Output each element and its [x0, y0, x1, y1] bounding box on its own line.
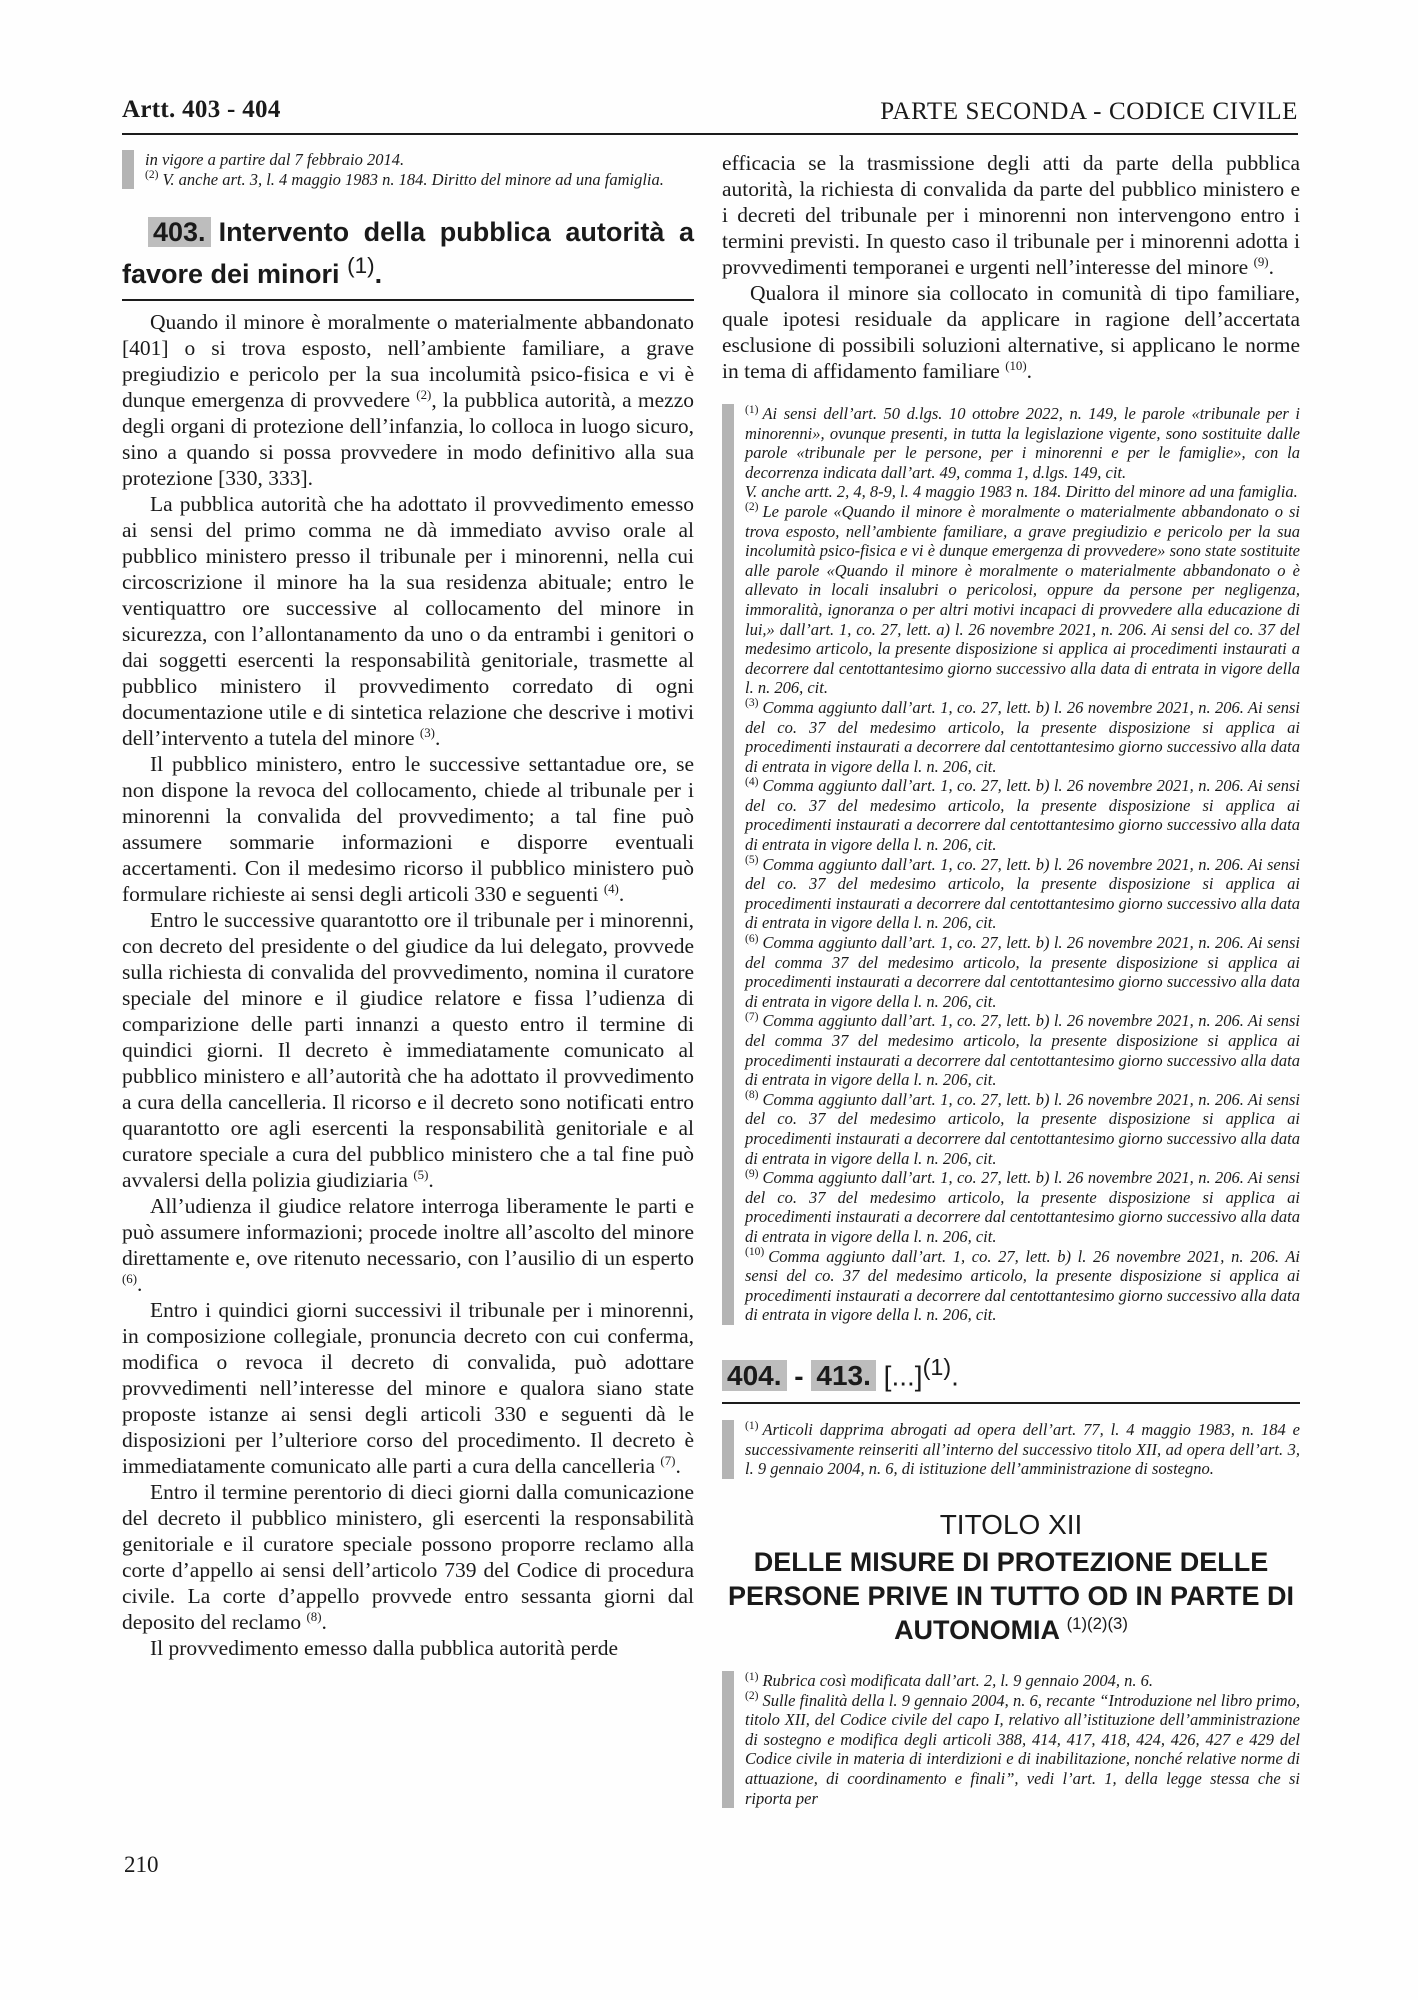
article-403-body-continuation — [722, 150, 1300, 384]
footnote-text: Comma aggiunto dall’art. 1, co. 27, lett. b) l. 26 novembre 2021, n. 206. Ai sensi del comma 37 del medesimo articolo, la presente disposizione si applica ai procedimenti instaurati a decorrere dal centottantesimo giorno successivo alla data di entrata in vigore della l. n. 206, cit. — [745, 1011, 1300, 1090]
footnote-continuation: V. anche artt. 2, 4, 8-9, l. 4 maggio 1983 n. 184. Diritto del minore ad una famiglia. — [745, 482, 1298, 502]
footnote-number: (6) — [745, 932, 759, 945]
article-404-footnotes — [722, 1420, 1300, 1479]
footnote-number: (2) — [145, 169, 159, 182]
left-column — [122, 150, 694, 1661]
footnote-text: Comma aggiunto dall’art. 1, co. 27, lett. b) l. 26 novembre 2021, n. 206. Ai sensi del co. 37 del medesimo articolo, la presente disposizione si applica ai procedimenti instaurati a decorrere dal centottantesimo giorno successivo alla data di entrata in vigore della l. n. 206, cit. — [745, 776, 1300, 855]
footnote-number: (5) — [745, 854, 759, 867]
note-line — [145, 150, 694, 170]
footnote-number: (3) — [745, 697, 759, 710]
footnote-bar — [722, 1420, 734, 1479]
titolo-xii-title — [722, 1545, 1300, 1647]
footnote-text: Comma aggiunto dall’art. 1, co. 27, lett. b) l. 26 novembre 2021, n. 206. Ai sensi del comma 37 del medesimo articolo, la presente disposizione si applica ai procedimenti instaurati a decorrere dal centottantesimo giorno successivo alla data di entrata in vigore della l. n. 206, cit. — [745, 933, 1300, 1011]
footnote-list — [734, 1671, 1300, 1808]
footnote — [745, 1090, 1300, 1168]
article-403-number: 403. — [148, 217, 211, 247]
footnote-number: (1) — [745, 403, 759, 416]
paragraph: Il pubblico ministero, entro le successive settantadue ore, se non dispone la revoca del collocamento, chiede al tribunale per i minorenni la convalida del provvedimento; a tal fine può assumere sommarie informazioni e disporre eventuali accertamenti. Con il medesimo ricorso il pubblico ministero può formulare richieste ai sensi degli articoli 330 e seguenti $^{(4)}$. — [122, 752, 694, 907]
footnote — [745, 933, 1300, 1011]
heading-end: . — [951, 1360, 959, 1392]
carryover-note — [122, 150, 694, 189]
article-403-heading — [122, 215, 694, 301]
footnote-text: Articoli dapprima abrogati ad opera dell’art. 77, l. 4 maggio 1983, n. 184 e successivamente reinseriti all’interno del successivo titolo XII, ad opera dell’art. 3, l. 9 gennaio 2004, n. 6, di istituzione dell’amministrazione di sostegno. — [745, 1420, 1300, 1479]
footnote-text: Comma aggiunto dall’art. 1, co. 27, lett. b) l. 26 novembre 2021, n. 206. Ai sensi del co. 37 del medesimo articolo, la presente disposizione si applica ai procedimenti instaurati a decorrere dal centottantesimo giorno successivo alla data di entrata in vigore della l. n. 206, cit. — [745, 1168, 1300, 1246]
carryover-note-text — [134, 150, 694, 189]
footnote — [745, 776, 1300, 854]
footnote-number: (2) — [745, 1690, 759, 1703]
paragraph: Qualora il minore sia collocato in comunità di tipo familiare, quale ipotesi residuale da applicare in ragione dell’accertata esclusione di possibili soluzioni alternative, si applicano le norme in tema di affidamento familiare $^{(10)}$. — [722, 281, 1300, 383]
footnote-text: Comma aggiunto dall’art. 1, co. 27, lett. b) l. 26 novembre 2021, n. 206. Ai sensi del co. 37 del medesimo articolo, la presente disposizione si applica ai procedimenti instaurati a decorrere dal centottantesimo giorno successivo alla data di entrata in vigore della l. n. 206, cit. — [745, 854, 1300, 933]
footnote-text: Comma aggiunto dall’art. 1, co. 27, lett. b) l. 26 novembre 2021, n. 206. Ai sensi del co. 37 del medesimo articolo, la presente disposizione si applica ai procedimenti instaurati a decorrere dal centottantesimo giorno successivo alla data di entrata in vigore della l. n. 206, cit. — [745, 1246, 1300, 1325]
footnote-number: (1) — [745, 1419, 759, 1432]
footnote-text: Sulle finalità della l. 9 gennaio 2004, n. 6, recante “Introduzione nel libro primo, titolo XII, del Codice civile del capo I, relativo all’istituzione dell’amministrazione di sostegno e modifica degli articoli 388, 414, 417, 418, 424, 426, 427 e 429 del Codice civile in materia di interdizioni e di inabilitazione, nonché relative norme di attuazione, di coordinamento e finali”, vedi l’art. 1, della legge stessa che si riporta per — [745, 1690, 1300, 1808]
article-413-number: 413. — [811, 1360, 876, 1391]
paragraph: Quando il minore è moralmente o materialmente abbandonato [401] o si trova esposto, nell’ambiente familiare, a grave pregiudizio e pericolo per la sua incolumità psico-fisica e vi è dunque emergenza di provvedere $^{(2)}$, la pubblica autorità, a mezzo degli organi di protezione dell’infanzia, lo colloca in luogo sicuro, sino a quando si possa provvedere in modo definitivo alla sua protezione [330, 333]. — [122, 310, 695, 491]
footnote — [745, 1011, 1300, 1089]
footnote-number: (10) — [745, 1246, 765, 1259]
header-divider — [122, 133, 1298, 135]
titolo-xii-footnotes — [722, 1671, 1300, 1808]
paragraph: efficacia se la trasmissione degli atti da parte della pubblica autorità, la richiesta di convalida da parte del pubblico ministero e i decreti del tribunale per i minorenni non intervengono entro i termini previsti. In questo caso il tribunale per i minorenni adotta i provvedimenti temporanei e urgenti nell’interesse del minore $^{(9)}$. — [722, 151, 1300, 279]
article-403-title: Intervento della pubblica autorità a favore dei minori — [122, 217, 694, 290]
titolo-xii-note-refs: (1)(2)(3) — [1066, 1614, 1128, 1634]
footnote — [745, 855, 1300, 933]
paragraph: La pubblica autorità che ha adottato il provvedimento emesso ai sensi del primo comma ne dà immediato avviso orale al pubblico ministero presso il tribunale per i minorenni, nella cui circoscrizione il minore ha la sua residenza abituale; entro le ventiquattro ore successive al collocamento del minore in sicurezza, con l’allontanamento da uno o da entrambi i genitori o dai soggetti esercenti la responsabilità genitoriale, trasmette al pubblico ministero il provvedimento corredato di ogni documentazione utile e di sintetica relazione che descrive i motivi dell’intervento a tutela del minore $^{(3)}$. — [122, 492, 694, 751]
note-line-text: V. anche art. 3, l. 4 maggio 1983 n. 184. Diritto del minore ad una famiglia. — [162, 169, 664, 189]
paragraph: Entro il termine perentorio di dieci giorni dalla comunicazione del decreto il pubblico ministero, gli esercenti la responsabilità genitoriale e il curatore speciale possono proporre reclamo alla corte d’appello ai sensi dell’articolo 739 del Codice di procedura civile. La corte d’appello provvede entro sessanta giorni dal deposito del reclamo $^{(8)}$. — [122, 1480, 694, 1635]
footnote-bar — [722, 404, 734, 1325]
footnote-bar — [722, 1671, 734, 1808]
footnote-number: (2) — [745, 501, 759, 514]
article-403-note-ref: (1) — [347, 253, 375, 279]
article-403-title-end: . — [374, 259, 383, 290]
footnote-number: (1) — [745, 1670, 759, 1683]
range-separator: - — [786, 1360, 812, 1392]
footnote — [745, 1691, 1300, 1809]
footnote-text: Comma aggiunto dall’art. 1, co. 27, lett. b) l. 26 novembre 2021, n. 206. Ai sensi del co. 37 del medesimo articolo, la presente disposizione si applica ai procedimenti instaurati a decorrere dal centottantesimo giorno successivo alla data di entrata in vigore della l. n. 206, cit. — [745, 697, 1300, 776]
right-column — [722, 150, 1300, 1808]
article-403-body — [122, 309, 694, 1661]
page-header-part-title: PARTE SECONDA - CODICE CIVILE — [880, 98, 1298, 125]
footnote-list — [734, 404, 1300, 1325]
footnote — [745, 404, 1300, 482]
titolo-xii-kicker: TITOLO XII — [939, 1509, 1083, 1541]
footnote-number: (4) — [745, 775, 759, 788]
paragraph: All’udienza il giudice relatore interroga liberamente le parti e può assumere informazioni; procede inoltre all’ascolto del minore direttamente e, ove ritenuto necessario, con l’ausilio di un esperto $^{(6)}$. — [122, 1194, 694, 1297]
footnote — [745, 1420, 1300, 1479]
footnote-list — [734, 1420, 1300, 1479]
footnote-text: Rubrica così modificata dall’art. 2, l. 9 gennaio 2004, n. 6. — [762, 1671, 1153, 1691]
titolo-xii-title-text: DELLE MISURE DI PROTEZIONE DELLE PERSONE PRIVE IN TUTTO OD IN PARTE DI AUTONOMIA — [727, 1547, 1295, 1646]
article-404-413-heading — [722, 1349, 1300, 1404]
paragraph: Entro i quindici giorni successivi il tribunale per i minorenni, in composizione collegiale, pronuncia decreto con cui conferma, modifica o revoca il decreto di convalida, può adottare provvedimenti nell’interesse del minore e qualora siano state proposte istanze ai sensi degli articoli 330 e seguenti dà le disposizioni per l’ulteriore corso del procedimento. Il decreto è immediatamente comunicato alle parti a cura della cancelleria $^{(7)}$. — [122, 1298, 694, 1479]
footnote-text: Ai sensi dell’art. 50 d.lgs. 10 ottobre 2022, n. 149, le parole «tribunale per i minorenni», ovunque presenti, in tutta la legislazione vigente, sono sostituite dalle parole «tribunale per le persone, per i minorenni e per le famiglie», con la decorrenza indicata dall’art. 49, comma 1, d.lgs. 149, cit. — [745, 404, 1300, 482]
footnote — [745, 698, 1300, 776]
page-header-articles: Artt. 403 - 404 — [122, 96, 281, 123]
footnote — [745, 502, 1300, 698]
footnote — [745, 1671, 1300, 1691]
article-403-footnotes — [722, 404, 1300, 1325]
footnote-number: (7) — [745, 1010, 759, 1023]
paragraph: Entro le successive quarantotto ore il tribunale per i minorenni, con decreto del presidente o del giudice da lui delegato, provvede sulla richiesta di convalida del provvedimento, nomina il curatore speciale del minore e il giudice relatore e fissa l’udienza di comparizione delle parti innanzi a questo entro il termine di quindici giorni. Il decreto è immediatamente comunicato al pubblico ministero e all’autorità che ha adottato il provvedimento a cura della cancelleria. Il ricorso e il decreto sono notificati entro quarantotto ore agli esercenti la responsabilità genitoriale e al curatore speciale a cura del pubblico ministero che a tal fine può avvalersi della polizia giudiziaria $^{(5)}$. — [122, 908, 694, 1193]
abrogated-placeholder: [...] — [875, 1360, 923, 1392]
footnote — [745, 1247, 1300, 1325]
page-number: 210 — [124, 1852, 159, 1877]
footnote — [745, 1168, 1300, 1246]
note-line-text: in vigore a partire dal 7 febbraio 2014. — [145, 150, 405, 169]
footnote-text: Le parole «Quando il minore è moralmente o materialmente abbandonato o si trova esposto, nell’ambiente familiare, a grave pregiudizio e pericolo per la sua incolumità psico-fisica e vi è dunque emergenza di provvedere» sono state sostituite alle parole «Quando il minore è moralmente o materialmente abbandonato o è allevato in locali insalubri o pericolosi, oppure da persone per negligenza, immoralità, ignoranza o per altri motivi incapaci di provvedere alla educazione di lui,» dall’art. 1, co. 27, lett. a) l. 26 novembre 2021, n. 206. Ai sensi del co. 37 del medesimo articolo, la presente disposizione si applica ai procedimenti instaurati a decorrere dal centottantesimo giorno successivo alla data di entrata in vigore della l. n. 206, cit. — [745, 501, 1300, 698]
footnote-number: (8) — [745, 1089, 759, 1102]
footnote-number: (9) — [745, 1167, 759, 1180]
article-404-note-ref: (1) — [922, 1353, 952, 1380]
article-404-number: 404. — [722, 1360, 787, 1391]
note-bar — [122, 150, 134, 189]
note-line — [145, 170, 694, 190]
footnote-text: Comma aggiunto dall’art. 1, co. 27, lett. b) l. 26 novembre 2021, n. 206. Ai sensi del co. 37 del medesimo articolo, la presente disposizione si applica ai procedimenti instaurati a decorrere dal centottantesimo giorno successivo alla data di entrata in vigore della l. n. 206, cit. — [745, 1089, 1300, 1168]
paragraph: Il provvedimento emesso dalla pubblica autorità perde — [150, 1636, 619, 1661]
